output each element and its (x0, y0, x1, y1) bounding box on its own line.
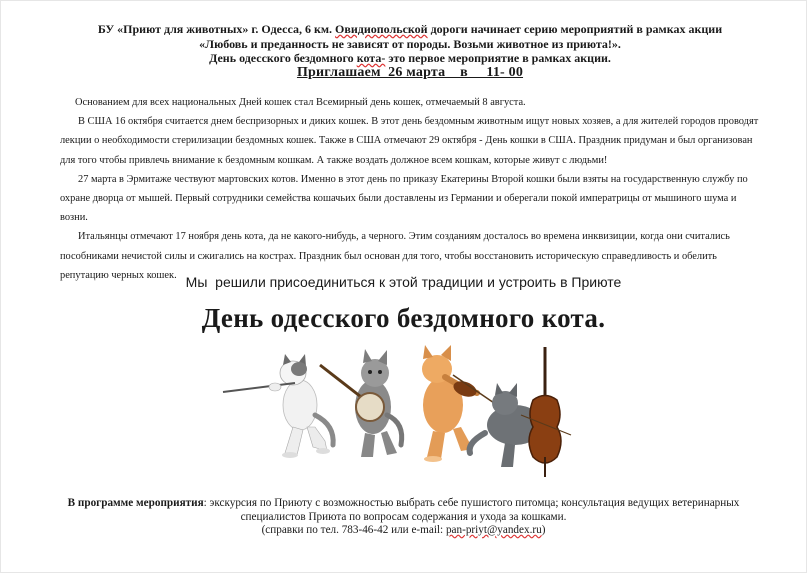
cat-musicians-image (215, 345, 590, 485)
invitation-line: Приглашаем 26 марта в 11- 00 (296, 64, 524, 80)
program-section (40, 497, 767, 538)
contact-line (40, 524, 767, 538)
paragraph: Итальянцы отмечают 17 ноября день кота, да не какого-нибудь, а черного. Этим созданиям досталось во времена инквизиции, когда они считались пособниками нечистой силы и сжигались на кострах. Праздник был основан для того, чтобы восстановить историческую справедливость и обелить репутацию черных кошек. (60, 231, 730, 281)
paragraph: В США 16 октября считается днем беспризорных и диких кошек. В этот день бездомным животным ищут новых хозяев, а для жителей городов проводят лекции о необходимости стерилизации бездомных кошек. Также в США отмечают 29 октября - День кошки в США. Праздник придуман и был организован для того чтобы привлечь внимание к бездомным кошкам. А также воздать должное всем кошкам, которые живут с людьми! (60, 116, 759, 166)
header-line-3-prefix: День одесского бездомного (209, 51, 357, 65)
header-line-2: «Любовь и преданность не зависят от породы. Возьми животное из приюта!». (199, 36, 621, 51)
paragraph: 27 марта в Эрмитаже чествуют мартовских котов. Именно в этот день по приказу Екатерины Второй кошки были взяты на государственную службу по охране дворца от мышей. Первый сотрудники семейства кошачьих были доставлены из Германии и оберегали покой императрицы от мышиного шума и возни. (60, 173, 748, 224)
header-line-1 (60, 22, 760, 37)
program-label: В программе мероприятия (67, 497, 204, 509)
header-line-1-suffix: дороги начинает серию мероприятий в рамках акции (427, 22, 723, 36)
header-line-3-suffix: это первое мероприятие в рамках акции. (385, 51, 611, 65)
paragraph: Основанием для всех национальных Дней кошек стал Всемирный день кошек, отмечаемый 8 августа. (75, 97, 526, 108)
email-link[interactable]: pan-priyt@yandex.ru (445, 524, 542, 536)
contact-suffix: ) (541, 524, 546, 536)
contact-prefix: (справки по тел. 783-46-42 или e-mail: (261, 524, 446, 536)
program-text: : экскурсия по Приюту с возможностью выбрать себе пушистого питомца; консультация ведущих ветеринарных специалистов Приюта по вопросам содержания и ухода за кошками. (203, 497, 740, 523)
program-description (40, 497, 767, 524)
header-line-1-prefix: БУ «Приют для животных» г. Одесса, 6 км. (97, 22, 336, 36)
header-line-3 (60, 51, 760, 66)
join-text: Мы решили присоединиться к этой традиции и устроить в Приюте (185, 274, 622, 290)
event-title: День одесского бездомного кота. (201, 303, 606, 333)
body-text (60, 93, 760, 285)
double-bass-cat (470, 347, 571, 477)
flute-cat (223, 354, 333, 458)
header-underlined-word-2: кота- (356, 51, 386, 65)
violin-cat (422, 345, 497, 462)
header (60, 22, 760, 80)
header-underlined-word: Овидиопольской (335, 22, 428, 36)
cat-musicians-illustration (215, 345, 590, 485)
